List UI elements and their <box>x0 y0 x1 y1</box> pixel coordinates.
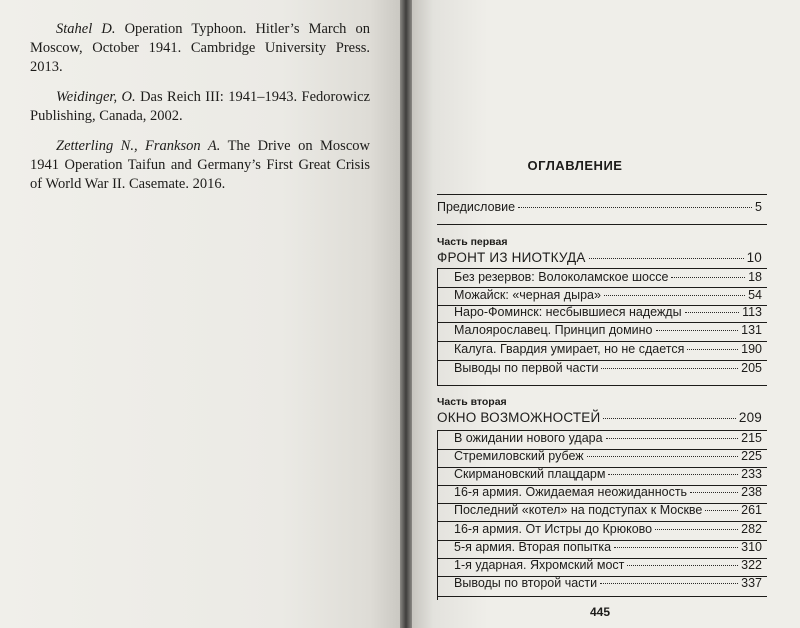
bibliography-author: Zetterling N., Frankson A. <box>56 138 221 154</box>
divider-vertical <box>437 268 438 386</box>
bibliography-author: Weidinger, O. <box>56 89 136 105</box>
bibliography-text: Das Reich III: 1941–1943. Fedorowicz Publishing, Canada, 2002. <box>30 89 371 124</box>
toc-chapter <box>454 576 762 598</box>
part-label: Часть вторая <box>437 396 507 408</box>
toc-entry-title: Последний «котел» на подступах к Москве <box>454 503 703 517</box>
toc-entry-page: 238 <box>741 485 762 499</box>
toc-entry-page: 205 <box>741 361 762 375</box>
leader-dots <box>687 349 738 350</box>
leader-dots <box>705 510 738 511</box>
toc-entry-title: 5-я армия. Вторая попытка <box>454 540 612 554</box>
leader-dots <box>614 547 738 548</box>
divider <box>437 194 767 195</box>
toc-chapter <box>454 361 762 383</box>
toc-entry-page: 209 <box>738 410 762 425</box>
book-gutter <box>400 0 412 628</box>
divider <box>437 268 767 269</box>
toc-entry-page: 282 <box>741 522 762 536</box>
leader-dots <box>608 474 738 475</box>
toc-entry-page: 131 <box>741 323 762 337</box>
toc-entry-title: Скирмановский плацдарм <box>454 467 606 481</box>
toc-entry-page: 10 <box>746 250 762 265</box>
toc-entry-page: 54 <box>748 288 762 302</box>
toc-entry-title: Предисловие <box>437 200 516 214</box>
toc-entry-title: Стремиловский рубеж <box>454 449 584 463</box>
toc-entry-page: 113 <box>742 305 762 319</box>
bibliography-entry <box>30 137 370 194</box>
toc-entry-page: 233 <box>741 467 762 481</box>
bibliography-author: Stahel D. <box>56 21 116 37</box>
toc-entry-title: Выводы по второй части <box>454 576 598 590</box>
divider <box>437 596 767 597</box>
bibliography-text: Operation Typhoon. Hitler’s March on Moscow, October 1941. Cambridge University Press. 2013. <box>30 21 371 75</box>
leader-dots <box>604 295 745 296</box>
page-number: 445 <box>589 605 611 619</box>
toc-entry-title: 16-я армия. Ожидаемая неожиданность <box>454 485 688 499</box>
toc-entry-title: В ожидании нового удара <box>454 431 603 445</box>
leader-dots <box>600 583 738 584</box>
leader-dots <box>690 492 738 493</box>
part-label: Часть первая <box>437 236 508 248</box>
bibliography-list <box>30 20 370 205</box>
toc-entry-page: 215 <box>741 431 762 445</box>
leader-dots <box>627 565 738 566</box>
toc-entry-title: Без резервов: Волоколамское шоссе <box>454 270 669 284</box>
toc-entry-page: 310 <box>741 540 762 554</box>
toc-entry-title: ФРОНТ ИЗ НИОТКУДА <box>437 250 586 265</box>
leader-dots <box>685 312 739 313</box>
toc-entry-page: 5 <box>755 200 762 214</box>
leader-dots <box>518 207 752 208</box>
leader-dots <box>655 529 738 530</box>
toc-entry-page: 225 <box>741 449 762 463</box>
toc-entry-page: 18 <box>748 270 762 284</box>
leader-dots <box>603 418 735 419</box>
toc-entry-page: 190 <box>741 342 762 356</box>
toc-entry-title: Калуга. Гвардия умирает, но не сдается <box>454 342 685 356</box>
toc-entry-page: 322 <box>741 558 762 572</box>
leader-dots <box>587 456 738 457</box>
part-title <box>437 410 762 432</box>
toc-entry-title: Наро-Фоминск: несбывшиеся надежды <box>454 305 682 319</box>
bibliography-text: The Drive on Moscow 1941 Operation Taifun and Germany’s First Great Crisis of World War II. Casemate. 2016. <box>30 138 370 192</box>
toc-entry-title: 1-я ударная. Яхромский мост <box>454 558 625 572</box>
toc-preface <box>437 200 762 222</box>
divider <box>437 224 767 225</box>
toc-entry-title: Выводы по первой части <box>454 361 599 375</box>
divider-vertical <box>437 430 438 600</box>
leader-dots <box>671 277 745 278</box>
toc-entry-title: ОКНО ВОЗМОЖНОСТЕЙ <box>437 410 601 425</box>
toc-entry-page: 261 <box>741 503 762 517</box>
toc-heading: ОГЛАВЛЕНИЕ <box>527 158 623 173</box>
toc-entry-title: 16-я армия. От Истры до Крюково <box>454 522 653 536</box>
toc-entry-title: Малоярославец. Принцип домино <box>454 323 653 337</box>
bibliography-entry <box>30 20 370 77</box>
leader-dots <box>589 258 744 259</box>
toc-entry-page: 337 <box>741 576 762 590</box>
leader-dots <box>601 368 738 369</box>
divider <box>437 385 767 386</box>
leader-dots <box>606 438 739 439</box>
bibliography-entry <box>30 88 370 126</box>
toc-entry-title: Можайск: «черная дыра» <box>454 288 601 302</box>
leader-dots <box>656 330 739 331</box>
